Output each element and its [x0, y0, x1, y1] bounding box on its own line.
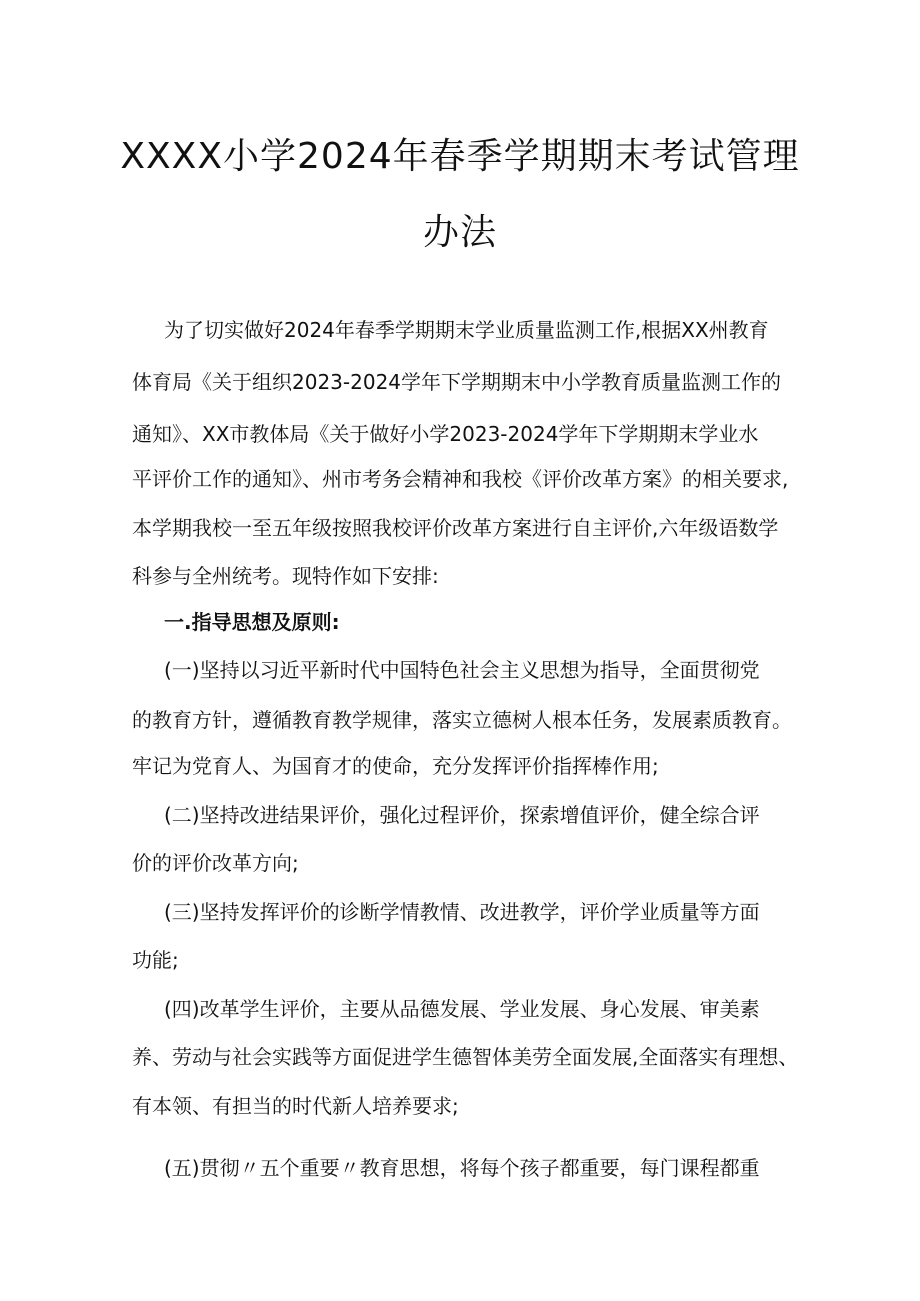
- principle-3-line-2: 功能;: [132, 948, 179, 972]
- paragraph-intro-line-2: 体育局《关于组织2023-2024学年下学期期末中小学教育质量监测工作的: [132, 370, 782, 394]
- principle-2-line-2: 价的评价改革方向;: [132, 851, 299, 875]
- document-title-line-2: 办法: [422, 212, 497, 253]
- principle-1-line-2: 的教育方针，遵循教育教学规律，落实立德树人根本任务，发展素质教育。: [132, 708, 792, 732]
- paragraph-intro-line-4: 平评价工作的通知》、州市考务会精神和我校《评价改革方案》的相关要求,: [132, 467, 789, 491]
- section-heading-guiding-principles: 一.指导思想及原则:: [164, 610, 340, 634]
- principle-5-line-1: (五)贯彻〃五个重要〃教育思想，将每个孩子都重要，每门课程都重: [164, 1156, 760, 1180]
- principle-4-line-1: (四)改革学生评价，主要从品德发展、学业发展、身心发展、审美素: [164, 997, 760, 1021]
- principle-1-line-3: 牢记为党育人、为国育才的使命，充分发挥评价指挥棒作用;: [132, 754, 659, 778]
- paragraph-intro-line-3: 通知》、XX市教体局《关于做好小学2023-2024学年下学期期末学业水: [132, 422, 759, 446]
- principle-4-line-3: 有本领、有担当的时代新人培养要求;: [132, 1094, 459, 1118]
- paragraph-intro-line-1: 为了切实做好2024年春季学期期末学业质量监测工作,根据XX州教育: [164, 318, 769, 342]
- document-title-line-1: XXXX小学2024年春季学期期末考试管理: [120, 136, 800, 177]
- principle-3-line-1: (三)坚持发挥评价的诊断学情教情、改进教学，评价学业质量等方面: [164, 900, 760, 924]
- paragraph-intro-line-5: 本学期我校一至五年级按照我校评价改革方案进行自主评价,六年级语数学: [132, 516, 779, 540]
- principle-1-line-1: (一)坚持以习近平新时代中国特色社会主义思想为指导，全面贯彻党: [164, 658, 760, 682]
- paragraph-intro-line-6: 科参与全州统考。现特作如下安排:: [132, 564, 439, 588]
- principle-4-line-2: 养、劳动与社会实践等方面促进学生德智体美劳全面发展,全面落实有理想、: [132, 1045, 799, 1069]
- principle-2-line-1: (二)坚持改进结果评价，强化过程评价，探索增值评价，健全综合评: [164, 803, 760, 827]
